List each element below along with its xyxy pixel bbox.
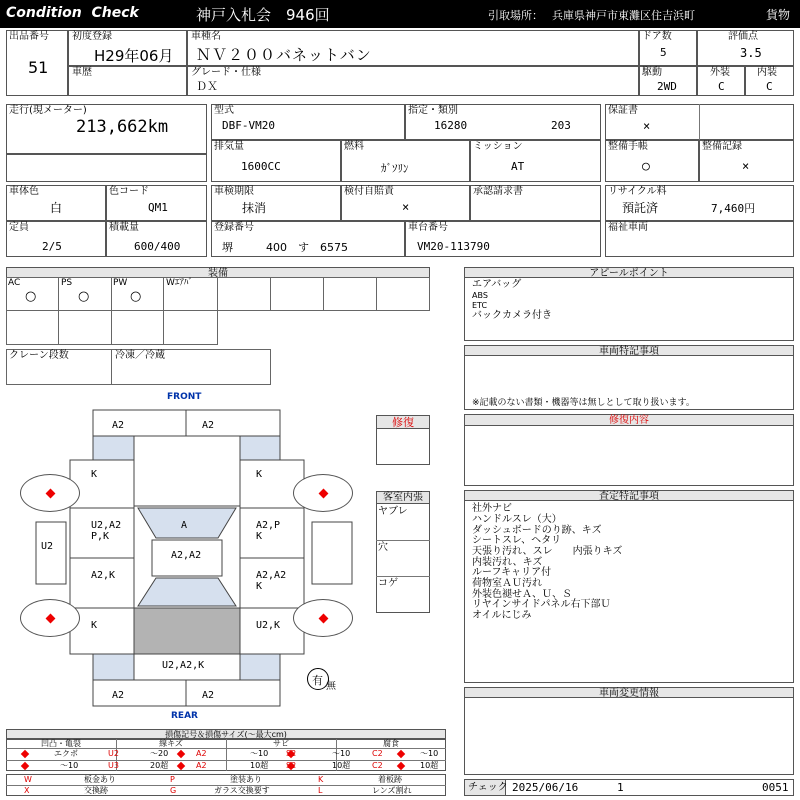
equip-ac-label: AC: [8, 278, 21, 288]
reg-no-label: 登録番号: [214, 222, 254, 233]
code-g-desc: ガラス交換要す: [214, 786, 270, 795]
cabin-item-burn: コゲ: [378, 578, 398, 589]
self: ×: [402, 200, 410, 214]
legend-1a-code: U2: [108, 749, 119, 758]
equip-ps-label: PS: [61, 278, 73, 288]
legend-1a-name: エクボ: [54, 749, 78, 758]
equipment-title: 装備: [6, 267, 430, 278]
code-w-desc: 板金あり: [84, 775, 116, 784]
appeal-item: ABS: [472, 291, 488, 300]
grade-label: グレード・仕様: [191, 67, 261, 78]
inspection-label: 車検期限: [214, 186, 254, 197]
wheel-rear-right: [293, 599, 353, 637]
legend-title: 損傷記号＆損傷サイズ(〜最大cm): [6, 729, 446, 739]
mark-roof: A2,A2: [171, 550, 202, 561]
doors: 5: [660, 46, 667, 59]
mileage: 213,662km: [76, 117, 169, 137]
first-reg-label: 初度登録: [72, 31, 112, 42]
wheel-front-right: [293, 474, 353, 512]
legend-4a-code: C2: [372, 749, 383, 758]
legend-1b-over: 20超: [150, 761, 169, 770]
brand-title: Condition Check: [6, 5, 139, 21]
assess-item: オイルにじみ: [472, 610, 532, 621]
first-reg: H29年06月: [94, 47, 174, 65]
equip-cell-8: [376, 277, 430, 311]
mark-left-mid: U2,A2 P,K: [91, 520, 122, 542]
code-k: K: [318, 775, 324, 784]
mission: AT: [511, 160, 525, 173]
mileage-label: 走行(現メーター): [9, 105, 87, 116]
check-date: 2025/06/16: [512, 781, 579, 794]
front-label: FRONT: [167, 392, 202, 402]
change-box: [464, 687, 794, 775]
legend-2a-code: A2: [196, 749, 207, 758]
legend-4b-size: 10超: [420, 761, 439, 770]
mark-left-rear-door: A2,K: [91, 570, 116, 581]
drive-label: 駆動: [642, 67, 662, 78]
category: 貨物: [766, 8, 791, 22]
model-name: ＮＶ２００バネットバン: [196, 46, 372, 64]
legend-1b-code: U3: [108, 761, 119, 770]
code-l-desc: レンズ割れ: [372, 786, 412, 795]
mark-top-right: A2: [202, 420, 215, 431]
reg-no: 堺 400 す 6575: [222, 241, 348, 254]
code-g: G: [170, 786, 177, 795]
wheel-rear-left: [20, 599, 80, 637]
wheel-front-left: [20, 474, 80, 512]
wheel-mark-icon: [319, 614, 329, 624]
grade: ＤＸ: [196, 80, 218, 93]
type: DBF-VM20: [222, 119, 275, 132]
assess-item: 荷物室ＡＵ汚れ: [472, 578, 542, 589]
body-color-label: 車体色: [9, 186, 39, 197]
score-label: 評価点: [728, 31, 758, 42]
code-x: X: [24, 786, 30, 795]
equip-cell-6: [270, 277, 324, 311]
equip-wair-label: Wｴｱﾊﾞ: [166, 278, 193, 288]
pickup-location: 兵庫県神戸市東灘区住吉浜町: [552, 9, 695, 22]
warranty: ×: [643, 119, 651, 133]
recycle-status: 預託済: [622, 201, 659, 215]
assess-item: リヤインサイドパネル右下部Ｕ: [472, 599, 611, 610]
assess-item: ハンドルスレ（大）: [472, 514, 562, 525]
assess-item: 社外ナビ: [472, 503, 512, 514]
refrig-label: 冷凍／冷蔵: [115, 350, 165, 361]
manual: ○: [642, 159, 650, 174]
fuel-label: 燃料: [344, 141, 364, 152]
equip-ac-value: ○: [25, 289, 37, 304]
assess-item: ダッシュボードのり跡、キズ: [472, 525, 602, 536]
repair-detail-title: 修復内容: [464, 414, 794, 426]
approval-label: 承認請求書: [473, 186, 523, 197]
appeal-item: ETC: [472, 301, 488, 310]
assess-item: ルーフキャリア付: [472, 567, 552, 578]
code-p-desc: 塗装あり: [230, 775, 262, 784]
color-code: QM1: [148, 201, 168, 214]
warranty-label: 保証書: [608, 105, 638, 116]
body-color: 白: [50, 201, 63, 215]
mission-label: ミッション: [473, 141, 523, 152]
appeal-item: バックカメラ付き: [472, 310, 552, 321]
check-code: 0051: [762, 781, 789, 794]
legend-4a-size: 〜10: [420, 749, 439, 758]
legend-group-4: 腐食: [383, 739, 399, 748]
rear-label: REAR: [171, 711, 198, 721]
frame-label: 車台番号: [408, 222, 448, 233]
load-label: 積載量: [109, 222, 139, 233]
record: ×: [742, 159, 750, 173]
type-label: 型式: [214, 105, 234, 116]
mark-right-mid: A2,P K: [256, 520, 281, 542]
interior-label: 内装: [757, 67, 777, 78]
class-no: 203: [551, 119, 571, 132]
equip-cell-9: [6, 310, 59, 345]
designation: 16280: [434, 119, 468, 132]
code-x-desc: 交換跡: [84, 786, 108, 795]
spare-label: 有: [312, 674, 323, 687]
cabin-item-tear: ヤブレ: [378, 506, 408, 517]
legend-1a-size: 〜20: [150, 749, 169, 758]
frame: VM20-113790: [417, 240, 490, 253]
equip-cell-11: [111, 310, 164, 345]
legend-2b-size: 10超: [250, 761, 269, 770]
mark-bottom-right: A2: [202, 690, 215, 701]
mileage-extra-box: [6, 154, 207, 182]
lot-no-label: 出品番号: [9, 31, 49, 42]
score: 3.5: [740, 46, 762, 60]
cabin-item-hole: 穴: [378, 542, 388, 553]
mark-right-rear-door: A2,A2 K: [256, 570, 287, 592]
code-l: L: [318, 786, 323, 795]
mark-right-rear: U2,K: [256, 620, 281, 631]
auction-title: 神戸入札会 946回: [196, 6, 330, 24]
equip-pw-label: PW: [113, 278, 128, 288]
legend-3b-code: S2: [286, 761, 297, 770]
recycle-fee: 7,460円: [711, 202, 756, 215]
legend-3a-code: S2: [286, 749, 297, 758]
color-code-label: 色コード: [109, 186, 149, 197]
equip-cell-7: [323, 277, 377, 311]
legend-2b-code: A2: [196, 761, 207, 770]
fuel: ｶﾞｿﾘﾝ: [381, 162, 409, 175]
check-no: 1: [617, 781, 624, 794]
legend-3a-size: 〜10: [332, 749, 351, 758]
special-title: 車両特記事項: [464, 345, 794, 356]
legend-3b-size: 10超: [332, 761, 351, 770]
mark-right-front: K: [256, 469, 263, 480]
mark-bottom-left: A2: [112, 690, 125, 701]
mark-hood: A: [181, 520, 188, 531]
appeal-title: アピールポイント: [464, 267, 794, 278]
legend-4b-code: C2: [372, 761, 383, 770]
load: 600/400: [134, 240, 181, 253]
equip-cell-5: [217, 277, 271, 311]
welfare-label: 福祉車両: [608, 222, 648, 233]
capacity: 2/5: [42, 240, 62, 253]
assess-item: 内装汚れ、キズ: [472, 557, 543, 568]
inspection: 抹消: [242, 201, 267, 215]
recycle-label: リサイクル料: [608, 186, 667, 197]
designation-label: 指定・類別: [408, 105, 458, 116]
wheel-mark-icon: [46, 614, 56, 624]
legend-group-3: サビ: [273, 739, 289, 748]
legend-group-2: 線キズ: [159, 739, 183, 748]
check-label: チェック: [468, 782, 508, 793]
assess-title: 査定特記事項: [464, 490, 794, 501]
interior: C: [766, 80, 773, 93]
pickup-label: 引取場所：: [488, 9, 543, 22]
legend-1b-size: 〜10: [60, 761, 79, 770]
change-title: 車両変更情報: [464, 687, 794, 698]
spare-none: 無: [326, 681, 336, 692]
legend-group-1: 凹凸・亀裂: [41, 739, 81, 748]
equip-cell-12: [163, 310, 218, 345]
code-k-desc: 着板跡: [378, 775, 402, 784]
manual-label: 整備手帳: [608, 141, 648, 152]
appeal-item: エアバッグ: [472, 279, 522, 290]
mark-left-rear: K: [91, 620, 98, 631]
drive: 2WD: [657, 80, 677, 93]
displacement-label: 排気量: [214, 141, 244, 152]
wheel-mark-icon: [319, 489, 329, 499]
legend-2a-size: 〜10: [250, 749, 269, 758]
exterior-label: 外装: [710, 67, 730, 78]
code-p: P: [170, 775, 175, 784]
repair-label: 修復: [376, 415, 430, 429]
assess-item: 外装色褪せＡ、Ｕ、Ｓ: [472, 589, 572, 600]
equip-cell-10: [58, 310, 112, 345]
doors-label: ドア数: [642, 31, 672, 42]
crane-label: クレーン段数: [9, 350, 69, 361]
mark-back: U2,A2,K: [162, 660, 205, 671]
cabin-label: 客室内張: [376, 491, 430, 504]
capacity-label: 定員: [9, 222, 29, 233]
special-note: ※記載のない書類・機器等は無しとして取り扱います。: [472, 398, 695, 408]
assess-item: 天張り汚れ、スレ 内張りキズ: [472, 546, 623, 557]
lot-no: 51: [28, 58, 49, 77]
mark-top-left: A2: [112, 420, 125, 431]
exterior: C: [718, 80, 725, 93]
mark-spare: U2: [41, 541, 54, 552]
mark-left-front: K: [91, 469, 98, 480]
history-label: 車歴: [72, 67, 92, 78]
wheel-mark-icon: [46, 489, 56, 499]
model-name-label: 車種名: [191, 31, 221, 42]
equip-pw-value: ○: [130, 289, 142, 304]
displacement: 1600CC: [241, 160, 281, 173]
equip-ps-value: ○: [78, 289, 90, 304]
self-label: 検付自賠責: [344, 186, 394, 197]
record-label: 整備記録: [702, 141, 742, 152]
code-w: W: [24, 775, 32, 784]
assess-item: シートスレ、ヘタリ: [472, 535, 562, 546]
